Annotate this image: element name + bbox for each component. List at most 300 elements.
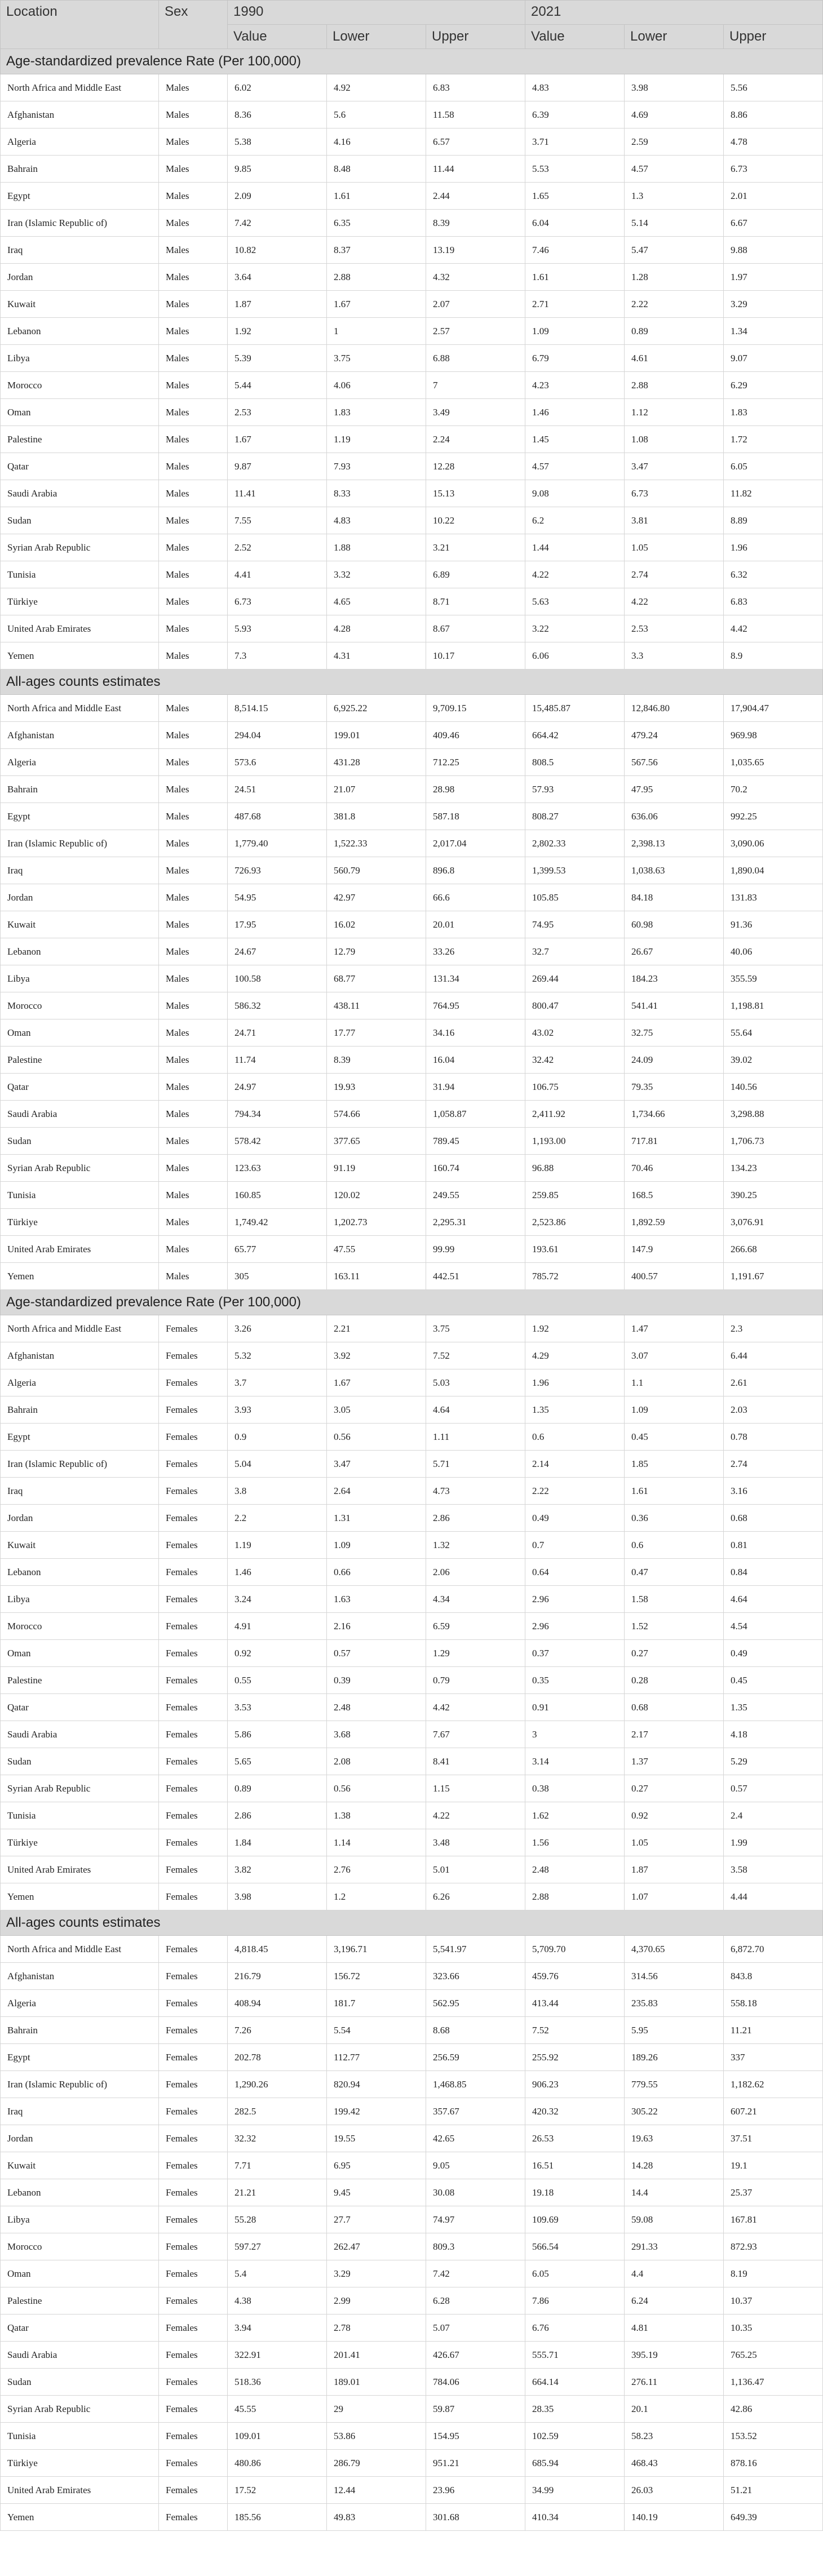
cell-value-2021: 0.6 (525, 1424, 625, 1451)
cell-upper-2021: 9.88 (724, 237, 823, 264)
cell-location: Tunisia (1, 1802, 159, 1829)
cell-upper-1990: 301.68 (426, 2504, 525, 2531)
cell-location: Libya (1, 965, 159, 992)
cell-lower-2021: 14.28 (625, 2152, 724, 2179)
section-title: All-ages counts estimates (1, 1910, 823, 1936)
cell-lower-1990: 3.47 (327, 1451, 426, 1478)
cell-upper-1990: 1.11 (426, 1424, 525, 1451)
cell-location: Türkiye (1, 1829, 159, 1856)
cell-upper-2021: 2.01 (724, 183, 823, 210)
cell-upper-2021: 969.98 (724, 722, 823, 749)
table-row (1, 426, 823, 453)
cell-lower-1990: 2.21 (327, 1315, 426, 1342)
cell-location: Syrian Arab Republic (1, 1775, 159, 1802)
table-row (1, 1236, 823, 1263)
cell-lower-2021: 1.61 (625, 1478, 724, 1505)
cell-upper-2021: 11.82 (724, 480, 823, 507)
cell-lower-2021: 189.26 (625, 2044, 724, 2071)
cell-sex: Males (159, 695, 228, 722)
cell-value-1990: 32.32 (228, 2125, 327, 2152)
cell-value-1990: 0.89 (228, 1775, 327, 1802)
cell-value-2021: 6.2 (525, 507, 625, 534)
cell-sex: Males (159, 264, 228, 291)
cell-value-2021: 3.14 (525, 1748, 625, 1775)
table-row (1, 264, 823, 291)
cell-upper-1990: 1.32 (426, 1532, 525, 1559)
cell-value-1990: 480.86 (228, 2450, 327, 2477)
table-row (1, 2396, 823, 2423)
table-row (1, 1315, 823, 1342)
cell-upper-2021: 1,198.81 (724, 992, 823, 1019)
cell-lower-2021: 1.58 (625, 1586, 724, 1613)
header-upper-1990: Upper (426, 25, 525, 49)
cell-location: Egypt (1, 803, 159, 830)
cell-upper-1990: 2.57 (426, 318, 525, 345)
cell-upper-2021: 8.89 (724, 507, 823, 534)
cell-lower-1990: 53.86 (327, 2423, 426, 2450)
cell-value-2021: 420.32 (525, 2098, 625, 2125)
cell-lower-2021: 0.89 (625, 318, 724, 345)
cell-lower-1990: 91.19 (327, 1155, 426, 1182)
table-row (1, 1532, 823, 1559)
cell-lower-2021: 0.45 (625, 1424, 724, 1451)
cell-location: Bahrain (1, 2017, 159, 2044)
cell-value-2021: 2.71 (525, 291, 625, 318)
table-row (1, 1883, 823, 1910)
cell-upper-2021: 0.49 (724, 1640, 823, 1667)
cell-value-2021: 4.83 (525, 74, 625, 101)
cell-value-1990: 3.53 (228, 1694, 327, 1721)
cell-upper-1990: 809.3 (426, 2233, 525, 2260)
header-value-1990: Value (228, 25, 327, 49)
table-row (1, 1128, 823, 1155)
cell-upper-2021: 10.35 (724, 2315, 823, 2342)
cell-value-2021: 6.05 (525, 2260, 625, 2287)
table-row (1, 2206, 823, 2233)
cell-upper-1990: 951.21 (426, 2450, 525, 2477)
cell-upper-2021: 0.81 (724, 1532, 823, 1559)
cell-lower-2021: 2.88 (625, 372, 724, 399)
cell-lower-1990: 1.38 (327, 1802, 426, 1829)
cell-lower-2021: 20.1 (625, 2396, 724, 2423)
cell-lower-1990: 8.48 (327, 156, 426, 183)
cell-upper-1990: 33.26 (426, 938, 525, 965)
cell-value-1990: 4.91 (228, 1613, 327, 1640)
cell-lower-1990: 4.83 (327, 507, 426, 534)
table-row (1, 1586, 823, 1613)
cell-value-2021: 1.92 (525, 1315, 625, 1342)
table-row (1, 830, 823, 857)
cell-lower-1990: 8.33 (327, 480, 426, 507)
cell-upper-1990: 23.96 (426, 2477, 525, 2504)
cell-upper-2021: 134.23 (724, 1155, 823, 1182)
cell-sex: Females (159, 1559, 228, 1586)
cell-location: Algeria (1, 128, 159, 156)
cell-upper-2021: 2.4 (724, 1802, 823, 1829)
cell-sex: Males (159, 156, 228, 183)
cell-lower-1990: 8.39 (327, 1047, 426, 1074)
cell-location: Qatar (1, 2315, 159, 2342)
cell-upper-1990: 3.21 (426, 534, 525, 561)
cell-lower-1990: 1.63 (327, 1586, 426, 1613)
cell-upper-1990: 20.01 (426, 911, 525, 938)
cell-lower-2021: 12,846.80 (625, 695, 724, 722)
cell-location: North Africa and Middle East (1, 1315, 159, 1342)
cell-sex: Males (159, 830, 228, 857)
cell-lower-2021: 1.87 (625, 1856, 724, 1883)
cell-upper-1990: 6.88 (426, 345, 525, 372)
cell-value-2021: 3.71 (525, 128, 625, 156)
cell-value-2021: 1.62 (525, 1802, 625, 1829)
cell-location: Libya (1, 345, 159, 372)
table-row (1, 480, 823, 507)
cell-upper-2021: 131.83 (724, 884, 823, 911)
cell-location: Yemen (1, 642, 159, 670)
table-row (1, 2071, 823, 2098)
cell-upper-2021: 0.57 (724, 1775, 823, 1802)
cell-upper-2021: 8.19 (724, 2260, 823, 2287)
cell-upper-1990: 784.06 (426, 2369, 525, 2396)
cell-lower-1990: 4.28 (327, 615, 426, 642)
cell-lower-2021: 4.4 (625, 2260, 724, 2287)
cell-sex: Males (159, 776, 228, 803)
cell-value-1990: 3.82 (228, 1856, 327, 1883)
cell-upper-2021: 2.3 (724, 1315, 823, 1342)
cell-upper-1990: 6.28 (426, 2287, 525, 2315)
cell-value-2021: 102.59 (525, 2423, 625, 2450)
cell-sex: Females (159, 2287, 228, 2315)
cell-value-1990: 24.51 (228, 776, 327, 803)
cell-upper-2021: 0.45 (724, 1667, 823, 1694)
table-row (1, 2017, 823, 2044)
table-row (1, 1182, 823, 1209)
cell-lower-1990: 438.11 (327, 992, 426, 1019)
cell-upper-2021: 1.97 (724, 264, 823, 291)
cell-sex: Males (159, 399, 228, 426)
cell-value-2021: 4.57 (525, 453, 625, 480)
cell-upper-1990: 13.19 (426, 237, 525, 264)
cell-sex: Males (159, 507, 228, 534)
cell-location: North Africa and Middle East (1, 74, 159, 101)
cell-value-2021: 808.5 (525, 749, 625, 776)
cell-lower-2021: 3.07 (625, 1342, 724, 1369)
cell-value-1990: 185.56 (228, 2504, 327, 2531)
cell-sex: Females (159, 1478, 228, 1505)
cell-upper-1990: 12.28 (426, 453, 525, 480)
cell-upper-2021: 2.61 (724, 1369, 823, 1396)
cell-location: Syrian Arab Republic (1, 2396, 159, 2423)
cell-location: United Arab Emirates (1, 1856, 159, 1883)
cell-upper-2021: 3.58 (724, 1856, 823, 1883)
cell-value-1990: 586.32 (228, 992, 327, 1019)
cell-lower-1990: 4.92 (327, 74, 426, 101)
cell-upper-2021: 39.02 (724, 1047, 823, 1074)
cell-lower-1990: 0.56 (327, 1424, 426, 1451)
cell-lower-2021: 291.33 (625, 2233, 724, 2260)
cell-value-2021: 2,411.92 (525, 1101, 625, 1128)
table-row (1, 1478, 823, 1505)
cell-upper-2021: 19.1 (724, 2152, 823, 2179)
table-row (1, 1369, 823, 1396)
cell-sex: Females (159, 1315, 228, 1342)
cell-value-1990: 4.41 (228, 561, 327, 588)
cell-lower-2021: 1,038.63 (625, 857, 724, 884)
cell-lower-1990: 1.19 (327, 426, 426, 453)
cell-sex: Females (159, 2044, 228, 2071)
cell-lower-2021: 5.47 (625, 237, 724, 264)
table-row (1, 318, 823, 345)
cell-lower-1990: 1,202.73 (327, 1209, 426, 1236)
cell-sex: Females (159, 2342, 228, 2369)
cell-value-1990: 5.93 (228, 615, 327, 642)
cell-upper-2021: 843.8 (724, 1963, 823, 1990)
cell-upper-1990: 7.42 (426, 2260, 525, 2287)
cell-value-2021: 32.7 (525, 938, 625, 965)
table-row (1, 1019, 823, 1047)
cell-value-2021: 109.69 (525, 2206, 625, 2233)
cell-sex: Females (159, 2477, 228, 2504)
cell-sex: Males (159, 453, 228, 480)
cell-location: Afghanistan (1, 1342, 159, 1369)
cell-value-1990: 2.53 (228, 399, 327, 426)
cell-sex: Males (159, 534, 228, 561)
cell-value-2021: 57.93 (525, 776, 625, 803)
cell-lower-2021: 1.07 (625, 1883, 724, 1910)
cell-value-2021: 3.22 (525, 615, 625, 642)
cell-sex: Females (159, 2504, 228, 2531)
cell-lower-1990: 49.83 (327, 2504, 426, 2531)
cell-location: North Africa and Middle East (1, 1936, 159, 1963)
cell-value-1990: 578.42 (228, 1128, 327, 1155)
cell-lower-1990: 12.44 (327, 2477, 426, 2504)
table-row (1, 1559, 823, 1586)
cell-upper-1990: 7.67 (426, 1721, 525, 1748)
cell-upper-1990: 34.16 (426, 1019, 525, 1047)
cell-value-1990: 0.55 (228, 1667, 327, 1694)
cell-location: Libya (1, 2206, 159, 2233)
cell-upper-1990: 8.68 (426, 2017, 525, 2044)
cell-value-2021: 413.44 (525, 1990, 625, 2017)
header-year-2021: 2021 (525, 1, 823, 25)
table-row (1, 992, 823, 1019)
cell-location: Iraq (1, 2098, 159, 2125)
cell-value-1990: 2.52 (228, 534, 327, 561)
cell-upper-1990: 154.95 (426, 2423, 525, 2450)
cell-upper-1990: 74.97 (426, 2206, 525, 2233)
cell-lower-2021: 4.81 (625, 2315, 724, 2342)
cell-value-2021: 4.22 (525, 561, 625, 588)
section-header (1, 1290, 823, 1315)
cell-value-1990: 5.38 (228, 128, 327, 156)
cell-value-1990: 1.92 (228, 318, 327, 345)
cell-value-2021: 2,802.33 (525, 830, 625, 857)
cell-location: Jordan (1, 2125, 159, 2152)
cell-value-2021: 0.35 (525, 1667, 625, 1694)
cell-sex: Females (159, 2315, 228, 2342)
cell-sex: Males (159, 318, 228, 345)
cell-upper-2021: 167.81 (724, 2206, 823, 2233)
cell-value-1990: 5.65 (228, 1748, 327, 1775)
cell-lower-1990: 189.01 (327, 2369, 426, 2396)
cell-upper-2021: 3,090.06 (724, 830, 823, 857)
table-row (1, 2477, 823, 2504)
section-header (1, 670, 823, 695)
cell-upper-2021: 8.9 (724, 642, 823, 670)
cell-sex: Females (159, 1640, 228, 1667)
cell-lower-1990: 377.65 (327, 1128, 426, 1155)
cell-location: Yemen (1, 2504, 159, 2531)
cell-upper-2021: 4.64 (724, 1586, 823, 1613)
cell-lower-1990: 6.35 (327, 210, 426, 237)
cell-lower-1990: 3,196.71 (327, 1936, 426, 1963)
cell-lower-2021: 1.08 (625, 426, 724, 453)
cell-sex: Females (159, 1532, 228, 1559)
cell-lower-2021: 2.59 (625, 128, 724, 156)
table-row (1, 2315, 823, 2342)
cell-sex: Males (159, 210, 228, 237)
cell-value-2021: 664.14 (525, 2369, 625, 2396)
cell-value-1990: 65.77 (228, 1236, 327, 1263)
cell-location: Palestine (1, 1667, 159, 1694)
cell-upper-1990: 3.49 (426, 399, 525, 426)
section-header (1, 49, 823, 74)
cell-location: Afghanistan (1, 101, 159, 128)
cell-lower-2021: 4.57 (625, 156, 724, 183)
cell-sex: Females (159, 2369, 228, 2396)
table-row (1, 776, 823, 803)
cell-upper-1990: 4.42 (426, 1694, 525, 1721)
cell-lower-2021: 3.47 (625, 453, 724, 480)
header-lower-2021: Lower (625, 25, 724, 49)
cell-lower-2021: 717.81 (625, 1128, 724, 1155)
cell-location: Afghanistan (1, 722, 159, 749)
cell-value-2021: 664.42 (525, 722, 625, 749)
cell-location: Sudan (1, 1128, 159, 1155)
cell-sex: Females (159, 2260, 228, 2287)
cell-lower-2021: 4,370.65 (625, 1936, 724, 1963)
table-row (1, 642, 823, 670)
cell-value-1990: 216.79 (228, 1963, 327, 1990)
cell-value-1990: 5.39 (228, 345, 327, 372)
cell-lower-1990: 381.8 (327, 803, 426, 830)
cell-sex: Females (159, 1748, 228, 1775)
cell-lower-1990: 431.28 (327, 749, 426, 776)
table-row (1, 1640, 823, 1667)
cell-sex: Males (159, 722, 228, 749)
cell-value-1990: 2.2 (228, 1505, 327, 1532)
cell-lower-2021: 6.24 (625, 2287, 724, 2315)
cell-sex: Males (159, 1047, 228, 1074)
cell-sex: Females (159, 2071, 228, 2098)
cell-sex: Males (159, 615, 228, 642)
cell-sex: Females (159, 1990, 228, 2017)
cell-upper-1990: 11.58 (426, 101, 525, 128)
cell-upper-1990: 2.06 (426, 1559, 525, 1586)
table-row (1, 1775, 823, 1802)
cell-lower-2021: 140.19 (625, 2504, 724, 2531)
cell-lower-2021: 4.22 (625, 588, 724, 615)
cell-value-1990: 10.82 (228, 237, 327, 264)
cell-upper-1990: 99.99 (426, 1236, 525, 1263)
cell-lower-1990: 2.64 (327, 1478, 426, 1505)
cell-lower-1990: 0.66 (327, 1559, 426, 1586)
table-row (1, 1613, 823, 1640)
cell-sex: Females (159, 2017, 228, 2044)
table-row (1, 345, 823, 372)
cell-sex: Females (159, 1802, 228, 1829)
header-value-2021: Value (525, 25, 625, 49)
cell-lower-1990: 0.57 (327, 1640, 426, 1667)
cell-lower-2021: 6.73 (625, 480, 724, 507)
cell-lower-1990: 9.45 (327, 2179, 426, 2206)
cell-lower-2021: 47.95 (625, 776, 724, 803)
cell-upper-2021: 6.83 (724, 588, 823, 615)
cell-value-1990: 726.93 (228, 857, 327, 884)
table-row (1, 1342, 823, 1369)
cell-upper-1990: 896.8 (426, 857, 525, 884)
cell-upper-1990: 8.39 (426, 210, 525, 237)
cell-lower-2021: 3.98 (625, 74, 724, 101)
cell-location: Oman (1, 1019, 159, 1047)
cell-lower-1990: 3.75 (327, 345, 426, 372)
cell-upper-2021: 17,904.47 (724, 695, 823, 722)
cell-lower-2021: 0.92 (625, 1802, 724, 1829)
cell-lower-1990: 1,522.33 (327, 830, 426, 857)
cell-upper-2021: 37.51 (724, 2125, 823, 2152)
cell-value-1990: 5.4 (228, 2260, 327, 2287)
cell-lower-1990: 4.16 (327, 128, 426, 156)
cell-lower-2021: 0.68 (625, 1694, 724, 1721)
cell-upper-1990: 2.86 (426, 1505, 525, 1532)
cell-upper-1990: 8.41 (426, 1748, 525, 1775)
cell-value-2021: 1.65 (525, 183, 625, 210)
cell-location: Qatar (1, 1074, 159, 1101)
cell-lower-2021: 479.24 (625, 722, 724, 749)
cell-lower-2021: 3.3 (625, 642, 724, 670)
cell-value-2021: 2.96 (525, 1613, 625, 1640)
cell-upper-2021: 91.36 (724, 911, 823, 938)
cell-lower-1990: 1.14 (327, 1829, 426, 1856)
cell-upper-2021: 6.05 (724, 453, 823, 480)
cell-sex: Females (159, 2179, 228, 2206)
cell-location: Tunisia (1, 1182, 159, 1209)
table-row (1, 803, 823, 830)
cell-value-2021: 105.85 (525, 884, 625, 911)
cell-value-1990: 1.84 (228, 1829, 327, 1856)
cell-value-1990: 282.5 (228, 2098, 327, 2125)
cell-value-2021: 0.64 (525, 1559, 625, 1586)
cell-upper-2021: 5.56 (724, 74, 823, 101)
cell-sex: Females (159, 2206, 228, 2233)
cell-sex: Females (159, 1505, 228, 1532)
cell-upper-1990: 6.26 (426, 1883, 525, 1910)
cell-value-1990: 5.04 (228, 1451, 327, 1478)
cell-lower-2021: 24.09 (625, 1047, 724, 1074)
cell-value-1990: 160.85 (228, 1182, 327, 1209)
cell-value-2021: 96.88 (525, 1155, 625, 1182)
cell-value-2021: 2.14 (525, 1451, 625, 1478)
cell-value-2021: 410.34 (525, 2504, 625, 2531)
cell-upper-1990: 31.94 (426, 1074, 525, 1101)
cell-location: Saudi Arabia (1, 1721, 159, 1748)
table-row (1, 1936, 823, 1963)
cell-value-2021: 19.18 (525, 2179, 625, 2206)
cell-location: Jordan (1, 264, 159, 291)
cell-value-1990: 21.21 (228, 2179, 327, 2206)
cell-value-2021: 1.56 (525, 1829, 625, 1856)
table-row (1, 1101, 823, 1128)
cell-upper-1990: 1.29 (426, 1640, 525, 1667)
